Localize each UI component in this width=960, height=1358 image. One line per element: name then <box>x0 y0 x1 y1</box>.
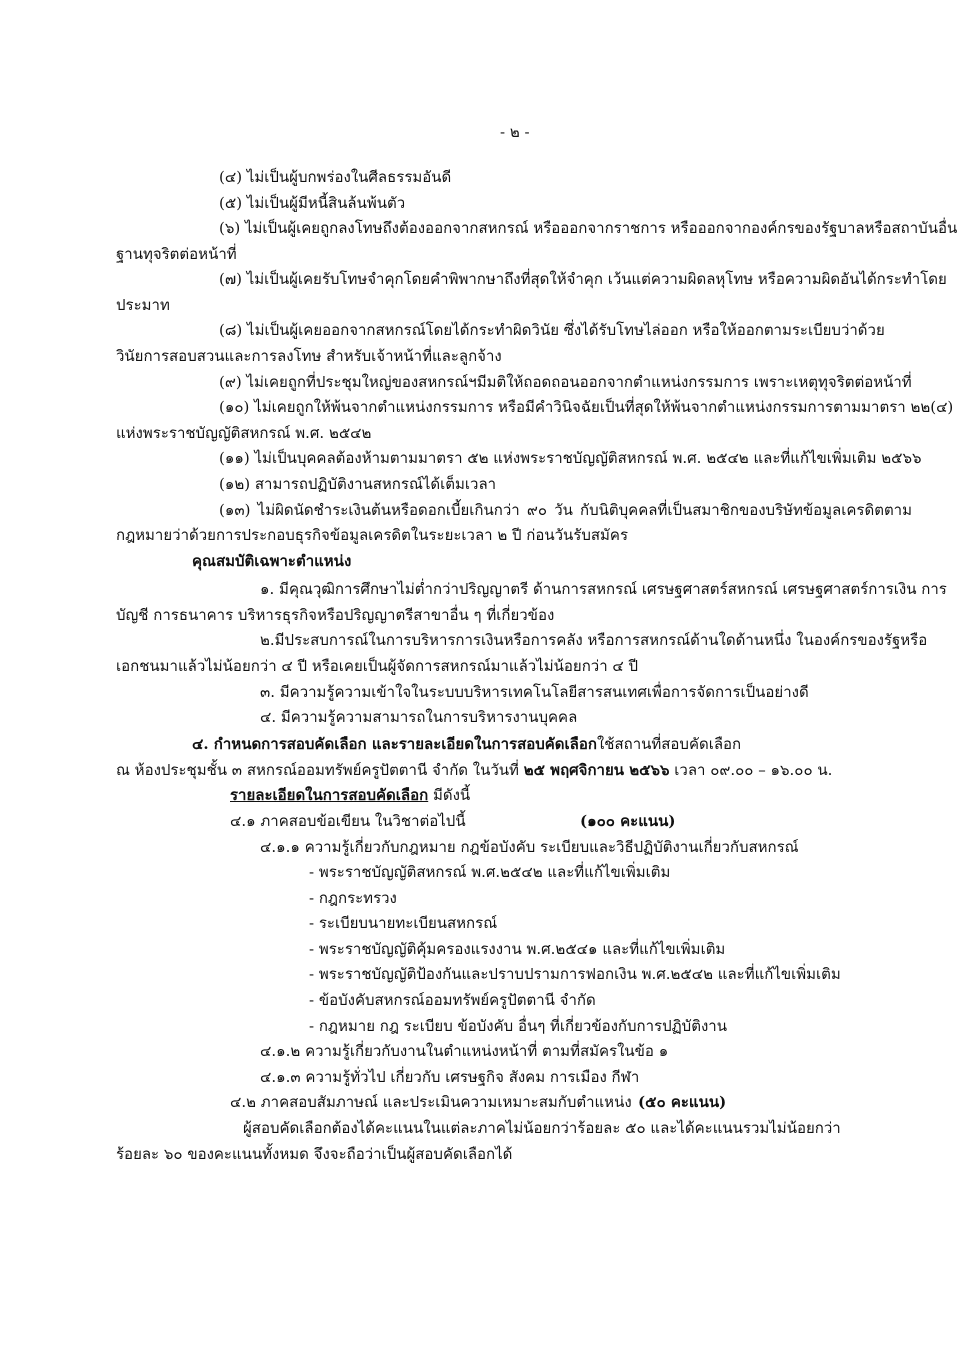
law-item: - กฎหมาย กฎ ระเบียบ ข้อบังคับ อื่นๆ ที่เกี่ยวข้องกับการปฏิบัติงาน <box>309 1017 727 1035</box>
qualification-7-line2: ประมาท <box>116 296 170 314</box>
section-4-heading-bold: ๔. กำหนดการสอบคัดเลือก และรายละเอียดในการสอบคัดเลือก <box>192 735 597 753</box>
part-4-1-2: ๔.๑.๒ ความรู้เกี่ยวกับงานในตำแหน่งหน้าที่ ตามที่สมัครในข้อ ๑ <box>260 1042 669 1060</box>
page-number: - ๒ - <box>500 123 530 141</box>
qualification-6-line2: ฐานทุจริตต่อหน้าที่ <box>116 245 237 263</box>
qualification-13-line2: กฎหมายว่าด้วยการประกอบธุรกิจข้อมูลเครดิตในระยะเวลา ๒ ปี ก่อนวันรับสมัคร <box>116 526 629 544</box>
details-heading: รายละเอียดในการสอบคัดเลือก <box>230 786 429 804</box>
specific-2-line2: เอกชนมาแล้วไม่น้อยกว่า ๔ ปี หรือเคยเป็นผู้จัดการสหกรณ์มาแล้วไม่น้อยกว่า ๔ ปี <box>116 657 639 675</box>
exam-date: ๒๕ พฤศจิกายน ๒๕๖๖ <box>523 761 670 779</box>
exam-time: เวลา ๐๙.๐๐ – ๑๖.๐๐ น. <box>669 761 833 779</box>
qualification-10-line1: (๑๐) ไม่เคยถูกให้พ้นจากตำแหน่งกรรมการ หรือมีคำวินิจฉัยเป็นที่สุดให้พ้นจากตำแหน่งกรรมการตามมาตรา ๒๒(๔) <box>219 398 954 416</box>
specific-4: ๔. มีความรู้ความสามารถในการบริหารงานบุคคล <box>260 708 578 726</box>
details-heading-line <box>230 784 470 806</box>
part-4-2-score: (๕๐ คะแนน) <box>638 1093 727 1111</box>
law-item: - พระราชบัญญัติสหกรณ์ พ.ศ.๒๕๔๒ และที่แก้ไขเพิ่มเติม <box>309 863 671 881</box>
qualification-10-line2: แห่งพระราชบัญญัติสหกรณ์ พ.ศ. ๒๕๔๒ <box>116 424 372 442</box>
qualification-7-line1: (๗) ไม่เป็นผู้เคยรับโทษจำคุกโดยคำพิพากษาถึงที่สุดให้จำคุก เว้นแต่ความผิดลหุโทษ หรือความผิดอันได้กระทำโดย <box>219 270 947 288</box>
part-4-2: ๔.๒ ภาคสอบสัมภาษณ์ และประเมินความเหมาะสมกับตำแหน่ง <box>230 1093 632 1111</box>
qualification-8-line1: (๘) ไม่เป็นผู้เคยออกจากสหกรณ์โดยได้กระทำผิดวินัย ซึ่งได้รับโทษไล่ออก หรือให้ออกตามระเบียบว่าด้วย <box>219 321 885 339</box>
qualification-6-line1: (๖) ไม่เป็นผู้เคยถูกลงโทษถึงต้องออกจากสหกรณ์ หรือออกจากราชการ หรือออกจากองค์กรของรัฐบาลหรือสถาบันอื่น <box>219 219 958 237</box>
qualification-4: (๔) ไม่เป็นผู้บกพร่องในศีลธรรมอันดี <box>219 168 452 186</box>
details-heading-rest: มีดังนี้ <box>428 786 471 804</box>
part-4-1-1: ๔.๑.๑ ความรู้เกี่ยวกับกฎหมาย กฎข้อบังคับ ระเบียบและวิธีปฏิบัติงานเกี่ยวกับสหกรณ์ <box>260 838 799 856</box>
pass-criteria-line2: ร้อยละ ๖๐ ของคะแนนทั้งหมด จึงจะถือว่าเป็นผู้สอบคัดเลือกได้ <box>116 1145 513 1163</box>
law-item: - พระราชบัญญัติป้องกันและปราบปรามการฟอกเงิน พ.ศ.๒๕๔๒ และที่แก้ไขเพิ่มเติม <box>309 965 841 983</box>
law-item: - ข้อบังคับสหกรณ์ออมทรัพย์ครูปัตตานี จำกัด <box>309 991 596 1009</box>
qualification-12: (๑๒) สามารถปฏิบัติงานสหกรณ์ได้เต็มเวลา <box>219 475 497 493</box>
specific-2-line1: ๒.มีประสบการณ์ในการบริหารการเงินหรือการคลัง หรือการสหกรณ์ด้านใดด้านหนึ่ง ในองค์กรของรัฐหรือ <box>260 631 928 649</box>
venue-text: ณ ห้องประชุมชั้น ๓ สหกรณ์ออมทรัพย์ครูปัตตานี จำกัด ในวันที่ <box>116 761 524 779</box>
specific-3: ๓. มีความรู้ความเข้าใจในระบบบริหารเทคโนโลยีสารสนเทศเพื่อการจัดการเป็นอย่างดี <box>260 683 809 701</box>
section-4-heading <box>192 733 741 755</box>
qualification-11: (๑๑) ไม่เป็นบุคคลต้องห้ามตามมาตรา ๕๒ แห่งพระราชบัญญัติสหกรณ์ พ.ศ. ๒๕๔๒ และที่แก้ไขเพิ่มเติม ๒๕๖๖ <box>219 449 922 467</box>
part-4-1-3: ๔.๑.๓ ความรู้ทั่วไป เกี่ยวกับ เศรษฐกิจ สังคม การเมือง กีฬา <box>260 1068 640 1086</box>
specific-1-line2: บัญชี การธนาคาร บริหารธุรกิจหรือปริญญาตรีสาขาอื่น ๆ ที่เกี่ยวข้อง <box>116 606 555 624</box>
qualification-9: (๙) ไม่เคยถูกที่ประชุมใหญ่ของสหกรณ์ฯมีมติให้ถอดถอนออกจากตำแหน่งกรรมการ เพราะเหตุทุจริตต่อหน้าที่ <box>219 373 912 391</box>
pass-criteria-line1: ผู้สอบคัดเลือกต้องได้คะแนนในแต่ละภาคไม่น้อยกว่าร้อยละ ๕๐ และได้คะแนนรวมไม่น้อยกว่า <box>243 1119 841 1137</box>
section-4-heading-rest: ใช้สถานที่สอบคัดเลือก <box>596 735 742 753</box>
law-item: - ระเบียบนายทะเบียนสหกรณ์ <box>309 914 498 932</box>
qualification-8-line2: วินัยการสอบสวนและการลงโทษ สำหรับเจ้าหน้าที่และลูกจ้าง <box>116 347 502 365</box>
law-item: - กฎกระทรวง <box>309 889 397 907</box>
law-item: - พระราชบัญญัติคุ้มครองแรงงาน พ.ศ.๒๕๔๑ และที่แก้ไขเพิ่มเติม <box>309 940 726 958</box>
qualification-13-line1: (๑๓) ไม่ผิดนัดชำระเงินต้นหรือดอกเบี้ยเกินกว่า ๙๐ วัน กับนิติบุคคลที่เป็นสมาชิกของบริษัทข้อมูลเครดิตตาม <box>219 501 912 519</box>
qualification-5: (๕) ไม่เป็นผู้มีหนี้สินล้นพ้นตัว <box>219 194 406 212</box>
section-4-venue <box>116 759 832 781</box>
part-4-1-score: (๑๐๐ คะแนน) <box>580 812 676 830</box>
specific-1-line1: ๑. มีคุณวุฒิการศึกษาไม่ต่ำกว่าปริญญาตรี ด้านการสหกรณ์ เศรษฐศาสตร์สหกรณ์ เศรษฐศาสตร์การเงิน การ <box>260 580 947 598</box>
specific-heading: คุณสมบัติเฉพาะตำแหน่ง <box>192 552 352 570</box>
part-4-1: ๔.๑ ภาคสอบข้อเขียน ในวิชาต่อไปนี้ <box>230 812 466 830</box>
